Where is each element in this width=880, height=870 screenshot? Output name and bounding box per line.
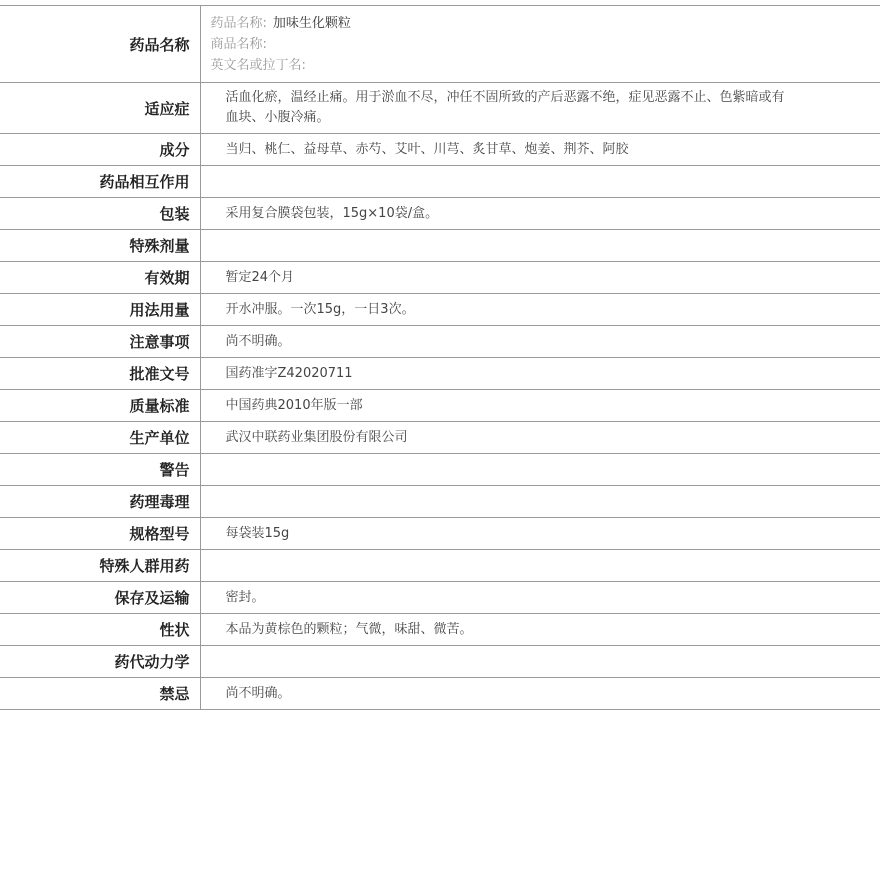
table-row — [0, 198, 880, 230]
table-row — [0, 518, 880, 550]
row-label: 有效期 — [0, 262, 200, 294]
row-value — [200, 83, 880, 134]
table-row — [0, 582, 880, 614]
row-value: 开水冲服。一次15g，一日3次。 — [225, 301, 415, 317]
row-value: 中国药典2010年版一部 — [225, 397, 363, 413]
row-label: 特殊人群用药 — [0, 550, 200, 582]
row-value: 采用复合膜袋包装，15g×10袋/盒。 — [225, 205, 439, 221]
row-value — [200, 230, 880, 262]
row-label: 药品相互作用 — [0, 166, 200, 198]
table-row — [0, 166, 880, 198]
row-value: 当归、桃仁、益母草、赤芍、艾叶、川芎、炙甘草、炮姜、荆芥、阿胶 — [225, 141, 629, 157]
row-label: 特殊剂量 — [0, 230, 200, 262]
row-label: 药代动力学 — [0, 646, 200, 678]
row-label: 质量标准 — [0, 390, 200, 422]
drug-spec-table — [0, 5, 880, 710]
table-row — [0, 294, 880, 326]
row-value: 暂定24个月 — [225, 269, 295, 285]
row-label: 保存及运输 — [0, 582, 200, 614]
row-label: 禁忌 — [0, 678, 200, 710]
table-row — [0, 550, 880, 582]
row-label: 生产单位 — [0, 422, 200, 454]
table-row — [0, 358, 880, 390]
row-value: 国药准字Z42020711 — [225, 365, 353, 381]
row-value — [200, 550, 880, 582]
table-row — [0, 390, 880, 422]
row-value — [200, 454, 880, 486]
row-label-drug-name: 药品名称 — [0, 6, 200, 83]
row-value — [200, 486, 880, 518]
row-label: 性状 — [0, 614, 200, 646]
drug-name-cell — [200, 6, 880, 83]
table-row — [0, 422, 880, 454]
row-value: 密封。 — [225, 589, 265, 605]
drug-name-line — [211, 13, 880, 34]
row-value: 尚不明确。 — [225, 685, 291, 701]
row-value — [200, 646, 880, 678]
row-label: 规格型号 — [0, 518, 200, 550]
row-value: 武汉中联药业集团股份有限公司 — [225, 429, 408, 445]
row-label: 适应症 — [0, 83, 200, 134]
table-row — [0, 646, 880, 678]
row-label: 成分 — [0, 134, 200, 166]
row-label: 药理毒理 — [0, 486, 200, 518]
row-value: 本品为黄棕色的颗粒；气微，味甜、微苦。 — [225, 621, 473, 637]
english-name-label: 英文名或拉丁名: — [210, 57, 306, 73]
row-label: 注意事项 — [0, 326, 200, 358]
drug-name-value: 加味生化颗粒 — [272, 15, 351, 31]
trade-name-label: 商品名称: — [210, 36, 267, 52]
table-row — [0, 454, 880, 486]
table-row — [0, 134, 880, 166]
table-row — [0, 614, 880, 646]
table-row — [0, 678, 880, 710]
table-row — [0, 230, 880, 262]
row-value: 尚不明确。 — [225, 333, 291, 349]
row-value: 每袋装15g — [225, 525, 290, 541]
row-value-text: 活血化瘀，温经止痛。用于淤血不尽，冲任不固所致的产后恶露不绝，症见恶露不止、色紫暗或有血块、小腹冷痛。 — [225, 90, 785, 125]
row-label: 批准文号 — [0, 358, 200, 390]
drug-spec-body — [0, 6, 880, 710]
table-row — [0, 326, 880, 358]
table-row — [0, 83, 880, 134]
table-row-drug-name — [0, 6, 880, 83]
row-label: 用法用量 — [0, 294, 200, 326]
row-value — [200, 166, 880, 198]
drug-name-label: 药品名称: — [210, 15, 267, 31]
table-row — [0, 486, 880, 518]
row-label: 警告 — [0, 454, 200, 486]
row-label: 包装 — [0, 198, 200, 230]
table-row — [0, 262, 880, 294]
